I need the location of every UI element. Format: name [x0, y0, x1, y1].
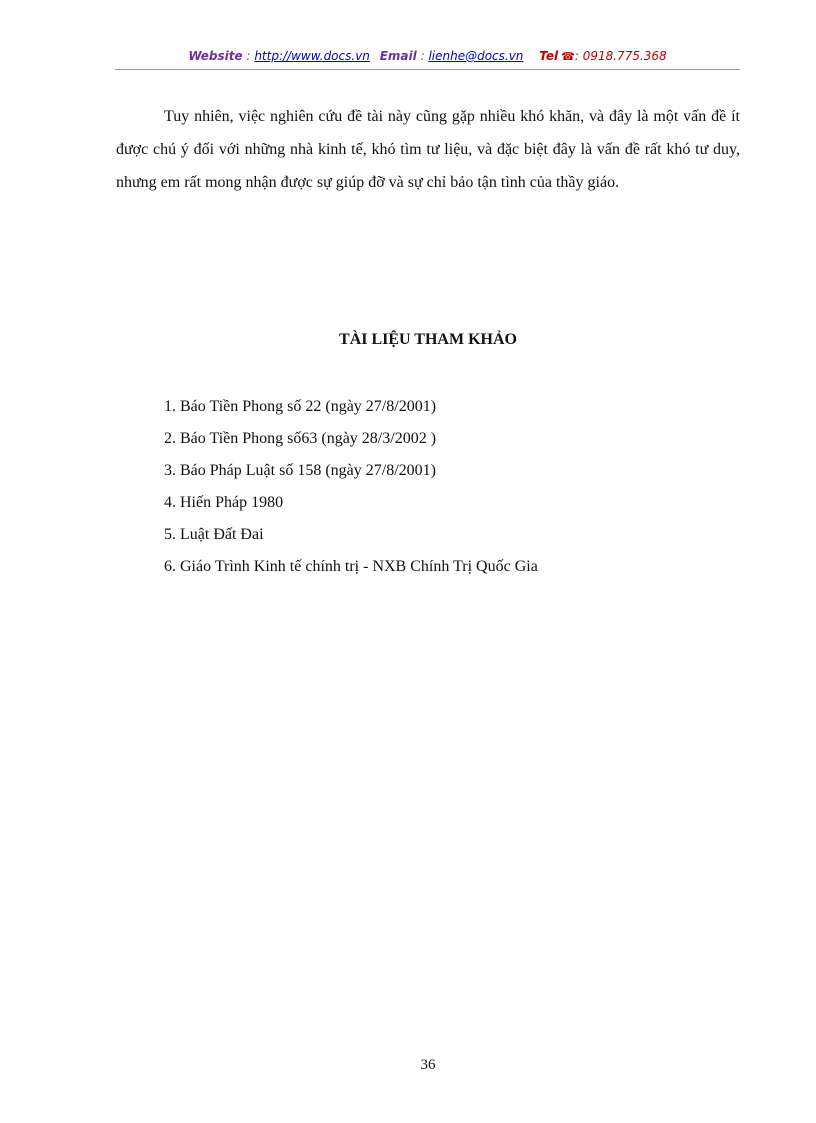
reference-item: 3. Báo Pháp Luật số 158 (ngày 27/8/2001) — [164, 462, 436, 479]
reference-item: 4. Hiến Pháp 1980 — [164, 494, 284, 511]
email-separator: : — [416, 49, 429, 63]
reference-item: 6. Giáo Trình Kinh tế chính trị - NXB Chính Trị Quốc Gia — [164, 558, 538, 575]
page-header — [115, 47, 740, 70]
website-separator: : — [242, 49, 255, 63]
email-label: Email — [379, 49, 417, 63]
body-paragraph: Tuy nhiên, việc nghiên cứu đề tài này cũng gặp nhiều khó khăn, và đây là một vấn đề ít được chú ý đối với những nhà kinh tế, khó tìm tư liệu, và đặc biệt đây là vấn đề rất khó tư duy, nhưng em rất mong nhận được sự giúp đỡ và sự chỉ bảo tận tình của thầy giáo. — [116, 108, 740, 191]
website-link[interactable]: http://www.docs.vn — [254, 49, 370, 63]
tel-label: Tel — [539, 49, 559, 63]
reference-item: 5. Luật Đất Đai — [164, 526, 264, 543]
references-list — [164, 391, 724, 583]
phone-icon: ☎ — [561, 50, 575, 63]
reference-item: 1. Báo Tiền Phong số 22 (ngày 27/8/2001) — [164, 398, 437, 415]
reference-item: 2. Báo Tiền Phong số63 (ngày 28/3/2002 ) — [164, 430, 437, 447]
website-label: Website — [188, 49, 243, 63]
phone-number: : 0918.775.368 — [574, 49, 667, 63]
references-title: TÀI LIỆU THAM KHẢO — [339, 331, 517, 348]
email-link[interactable]: lienhe@docs.vn — [428, 49, 524, 63]
page-number: 36 — [420, 1057, 436, 1073]
